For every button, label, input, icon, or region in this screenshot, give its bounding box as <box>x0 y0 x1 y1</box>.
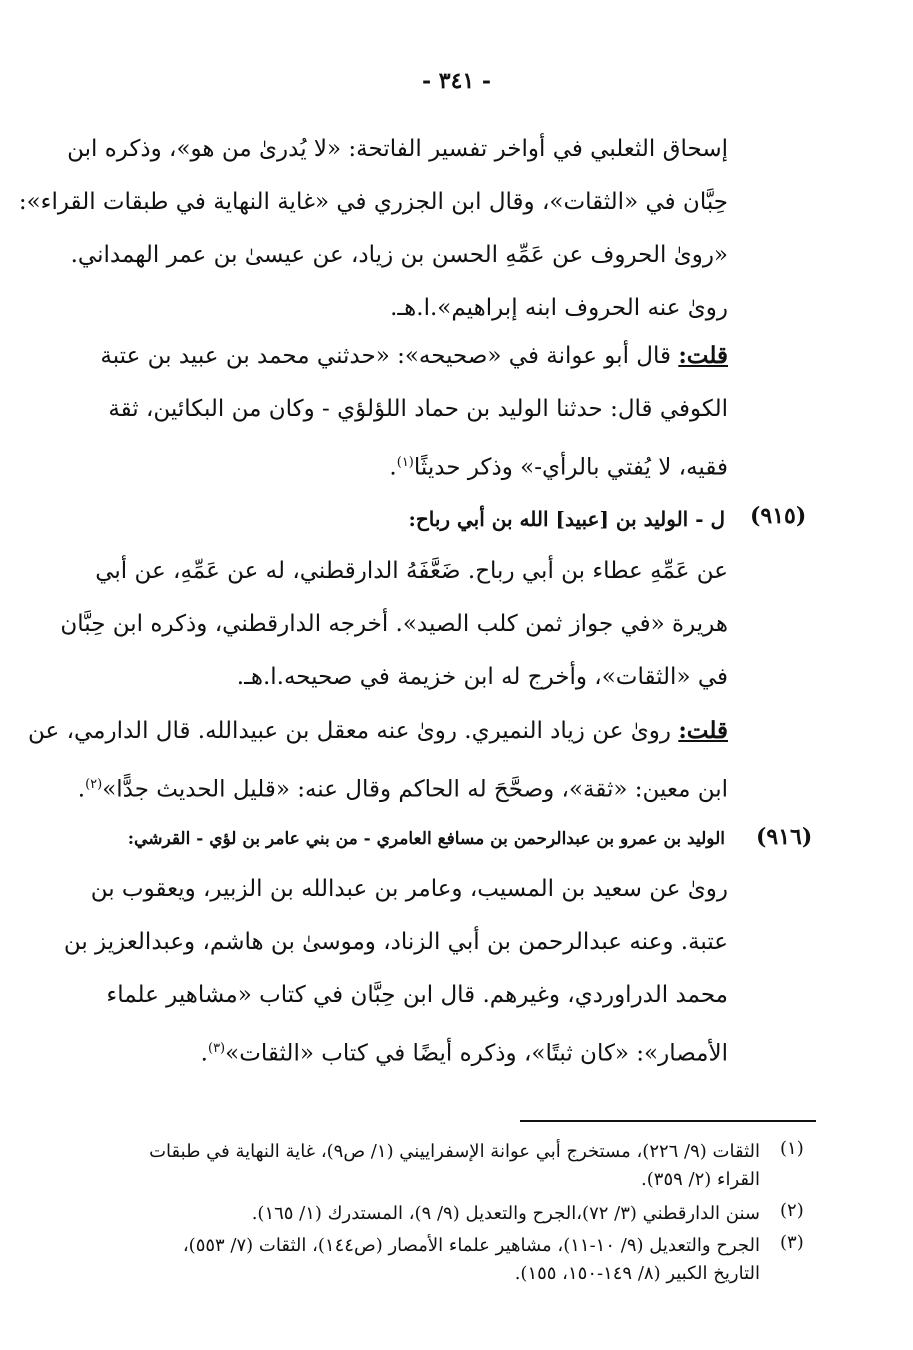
footnote-separator <box>520 1120 816 1122</box>
page-number: - ٣٤١ - <box>421 68 492 94</box>
text-line: إسحاق الثعلبي في أواخر تفسير الفاتحة: «لا يُدرىٰ من هو»، وذكره ابن <box>67 136 728 162</box>
note-text: الأمصار»: «كان ثبتًا»، وذكره أيضًا في كتاب «الثقات» <box>225 1040 728 1067</box>
entry-number-916: (٩١٦) <box>756 824 813 850</box>
text-line: عن عَمِّهِ عطاء بن أبي رباح. ضَعَّفَهُ الدارقطني، له عن عَمِّهِ، عن أبي <box>95 558 728 584</box>
text-line: عتبة. وعنه عبدالرحمن بن أبي الزناد، وموسىٰ بن هاشم، وعبدالعزيز بن <box>63 929 728 955</box>
text-line: روىٰ عن سعيد بن المسيب، وعامر بن عبدالله بن الزبير، ويعقوب بن <box>90 876 728 902</box>
entry-heading-916: الوليد بن عمرو بن عبدالرحمن بن مسافع العامري - من بني عامر بن لؤي - القرشي: <box>127 829 725 849</box>
entry-915-body <box>28 545 728 817</box>
text-line: «روىٰ الحروف عن عَمِّهِ الحسن بن زياد، عن عيسىٰ بن عمر الهمداني. <box>70 242 728 268</box>
entry-916-body <box>63 863 728 1081</box>
footnote-1 <box>140 1138 760 1194</box>
note-text: قال أبو عوانة في «صحيحه»: «حدثني محمد بن عبيد بن عتبة <box>100 343 679 369</box>
footnote-2 <box>140 1200 760 1228</box>
text-line: حِبَّان في «الثقات»، وقال ابن الجزري في «غاية النهاية في طبقات القراء»: <box>18 189 728 215</box>
text-line: محمد الدراوردي، وغيرهم. قال ابن حِبَّان في كتاب «مشاهير علماء <box>106 982 728 1008</box>
footnote-3 <box>140 1232 760 1288</box>
note-text: ابن معين: «ثقة»، وصحَّحَ له الحاكم وقال عنه: «قليل الحديث جدًّا» <box>102 776 728 803</box>
footnote-line: التاريخ الكبير (٨/ ١٤٩-١٥٠، ١٥٥). <box>514 1263 760 1284</box>
qult-label: قلت: <box>678 717 728 744</box>
footnote-line: الجرح والتعديل (٩/ ١٠-١١)، مشاهير علماء الأمصار (ص١٤٤)، الثقات (٧/ ٥٥٣)، <box>182 1235 760 1256</box>
note-text: فقيه، لا يُفتي بالرأي-» وذكر حديثًا <box>413 454 728 481</box>
footnote-number: (١) <box>780 1138 804 1159</box>
note-end: . <box>200 1040 208 1067</box>
footnote-ref[interactable]: (٢) <box>85 777 103 792</box>
text-line <box>100 436 728 495</box>
footnote-ref[interactable]: (٣) <box>207 1041 226 1056</box>
entry-number-915: (٩١٥) <box>750 503 807 529</box>
footnote-number: (٢) <box>780 1200 804 1221</box>
text-line: هريرة «في جواز ثمن كلب الصيد». أخرجه الدارقطني، وذكره ابن حِبَّان <box>60 611 728 637</box>
text-line: روىٰ عنه الحروف ابنه إبراهيم».ا.هـ. <box>390 295 728 321</box>
text-line <box>28 704 728 758</box>
qult-label: قلت: <box>678 342 728 369</box>
note-end: . <box>389 454 397 481</box>
entry-heading-915: ل - الوليد بن [عبيد] الله بن أبي رباح: <box>408 507 725 531</box>
text-line <box>100 1022 728 1081</box>
text-line <box>77 758 728 817</box>
text-line <box>100 329 728 383</box>
footnote-number: (٣) <box>780 1232 804 1253</box>
footnote-line: سنن الدارقطني (٣/ ٧٢)،الجرح والتعديل (٩/ ٩)، المستدرك (١/ ١٦٥). <box>251 1203 760 1224</box>
note-paragraph-1 <box>100 329 728 495</box>
note-end: . <box>77 776 86 803</box>
note-text: روىٰ عن زياد النميري. روىٰ عنه معقل بن عبيدالله. قال الدارمي، عن <box>28 718 679 744</box>
footnote-line: القراء (٢/ ٣٥٩). <box>641 1169 760 1190</box>
footnote-line: الثقات (٩/ ٢٢٦)، مستخرج أبي عوانة الإسفراييني (١/ ص٩)، غاية النهاية في طبقات <box>149 1141 760 1162</box>
text-line: في «الثقات»، وأخرج له ابن خزيمة في صحيحه.ا.هـ. <box>236 664 728 690</box>
text-line: الكوفي قال: حدثنا الوليد بن حماد اللؤلؤي - وكان من البكائين، ثقة <box>108 396 728 422</box>
intro-paragraph <box>18 123 728 335</box>
footnote-ref[interactable]: (١) <box>396 455 414 470</box>
